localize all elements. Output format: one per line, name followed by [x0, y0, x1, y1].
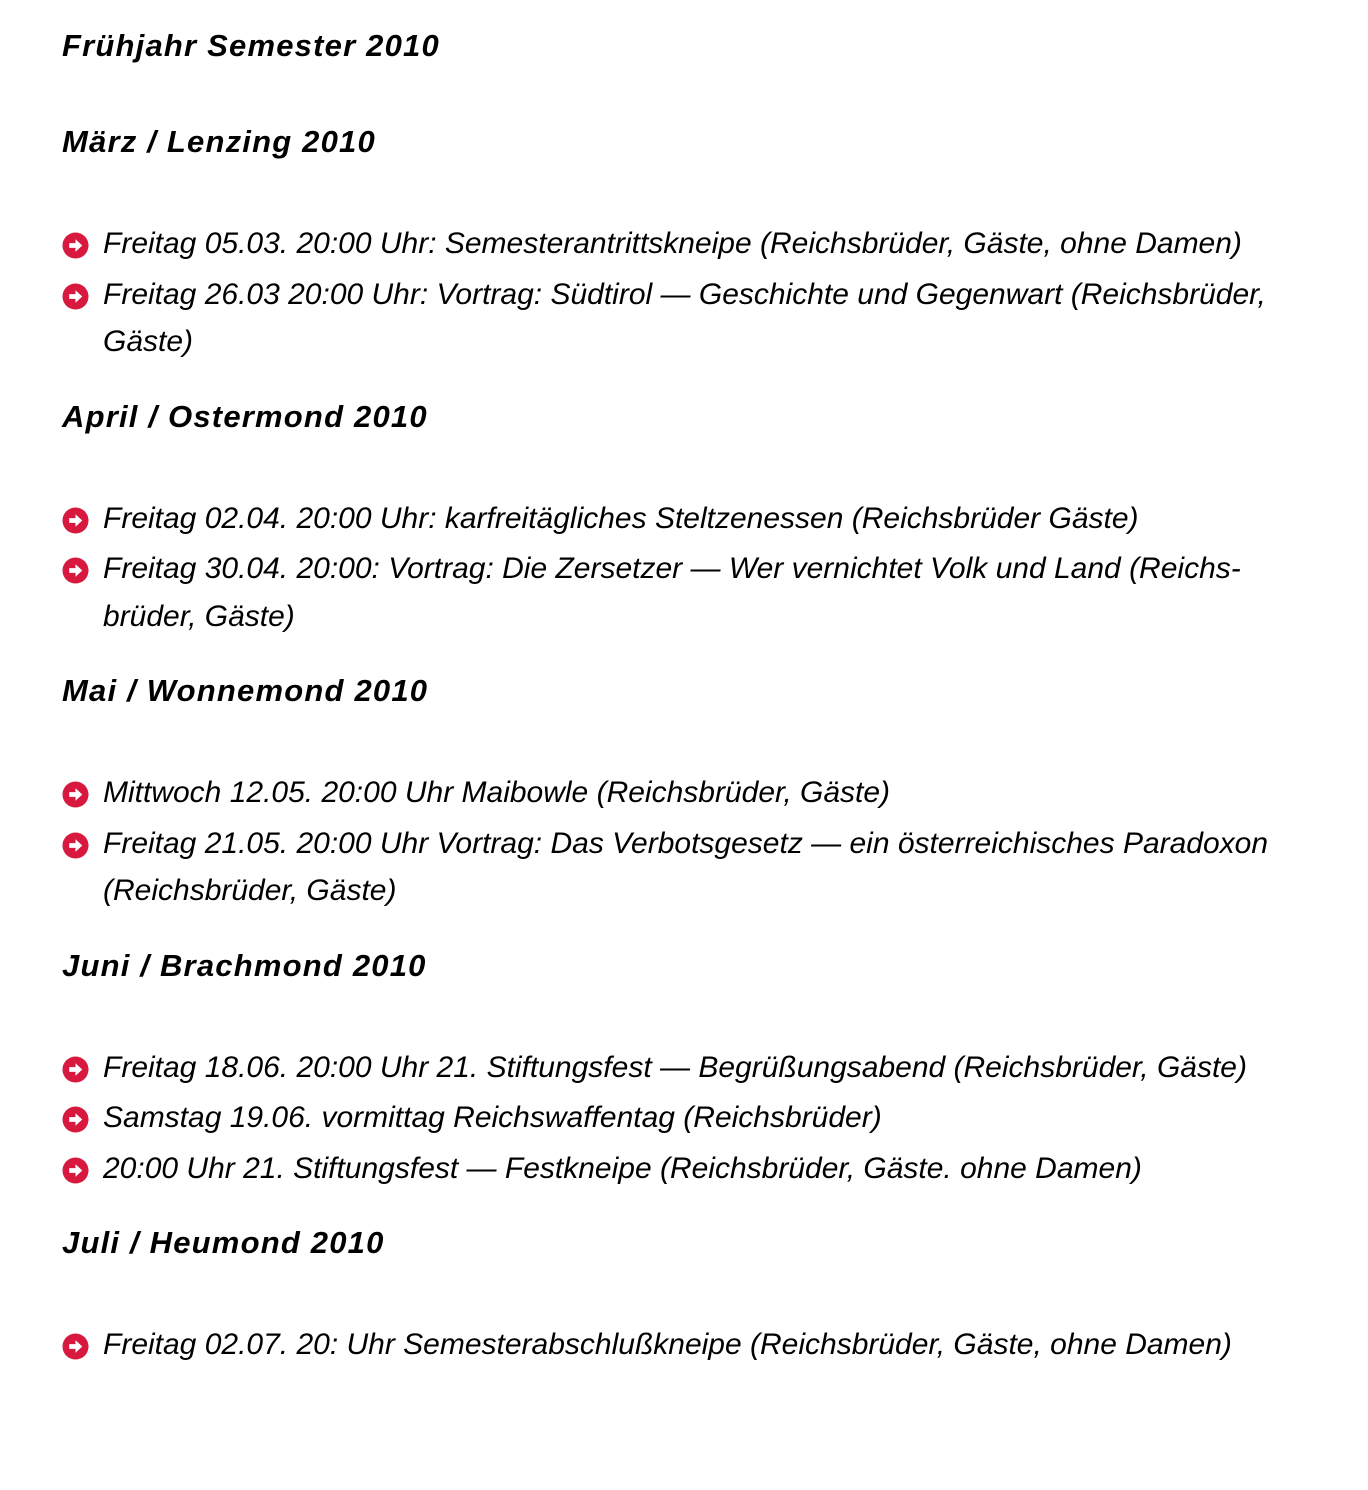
month-title: Juni / Brachmond 2010 [62, 947, 427, 983]
event-text: Freitag 26.03 20:00 Uhr: Vortrag: Südtirol — Geschichte und Gegenwart (Reichsbrüder, Gäste) [103, 277, 1266, 358]
event-text: Freitag 02.07. 20: Uhr Semesterabschlußkneipe (Reichsbrüder, Gäste, ohne Damen) [103, 1328, 1232, 1361]
event-list [62, 769, 1322, 915]
event-item [62, 495, 1322, 543]
month-section-juni [62, 946, 1322, 1193]
arrow-right-circle-icon [62, 1106, 89, 1133]
event-list [62, 1044, 1322, 1193]
arrow-right-circle-icon [62, 832, 89, 859]
event-item [62, 1044, 1322, 1092]
event-item [62, 220, 1322, 268]
event-text: Freitag 02.04. 20:00 Uhr: karfreitägliches Steltzenessen (Reichsbrüder Gäste) [103, 501, 1139, 535]
event-item [62, 769, 1322, 817]
event-item [62, 271, 1322, 366]
event-text: Samstag 19.06. vormittag Reichswaffentag (Reichsbrüder) [103, 1101, 882, 1134]
event-text: 20:00 Uhr 21. Stiftungsfest — Festkneipe (Reichsbrüder, Gäste. ohne Damen) [103, 1151, 1142, 1185]
arrow-right-circle-icon [62, 557, 89, 584]
month-title: Juli / Heumond 2010 [62, 1225, 385, 1260]
semester-title: Frühjahr Semester 2010 [62, 28, 440, 63]
month-title: Mai / Wonnemond 2010 [62, 673, 429, 708]
event-text: Freitag 21.05. 20:00 Uhr Vortrag: Das Verbotsgesetz — ein österreichisches Paradoxon (Reichsbrüder, Gäste) [103, 826, 1269, 907]
event-list [62, 220, 1322, 366]
event-item [62, 1145, 1322, 1193]
arrow-right-circle-icon [62, 781, 89, 808]
event-item [62, 1321, 1322, 1369]
arrow-right-circle-icon [62, 1157, 89, 1184]
month-section-mai [62, 671, 1322, 915]
event-item [62, 545, 1322, 640]
month-title: April / Ostermond 2010 [62, 398, 428, 434]
event-list [62, 495, 1322, 641]
month-section-juli [62, 1223, 1322, 1369]
event-text: Freitag 30.04. 20:00: Vortrag: Die Zersetzer — Wer vernichtet Volk und Land (Reichsbrüder, Gäste) [103, 552, 1241, 633]
arrow-right-circle-icon [62, 283, 89, 310]
month-section-april [62, 397, 1322, 641]
month-title: März / Lenzing 2010 [62, 124, 376, 159]
arrow-right-circle-icon [62, 1333, 89, 1360]
event-item [62, 820, 1322, 915]
arrow-right-circle-icon [62, 507, 89, 534]
arrow-right-circle-icon [62, 1056, 89, 1083]
event-calendar [62, 26, 1322, 1369]
event-text: Freitag 18.06. 20:00 Uhr 21. Stiftungsfest — Begrüßungsabend (Reichsbrüder, Gäste) [103, 1050, 1247, 1084]
event-text: Freitag 05.03. 20:00 Uhr: Semesterantrittskneipe (Reichsbrüder, Gäste, ohne Damen) [103, 227, 1242, 260]
event-item [62, 1094, 1322, 1142]
event-text: Mittwoch 12.05. 20:00 Uhr Maibowle (Reichsbrüder, Gäste) [103, 776, 891, 809]
month-section-maerz [62, 122, 1322, 366]
arrow-right-circle-icon [62, 232, 89, 259]
event-list [62, 1321, 1322, 1369]
